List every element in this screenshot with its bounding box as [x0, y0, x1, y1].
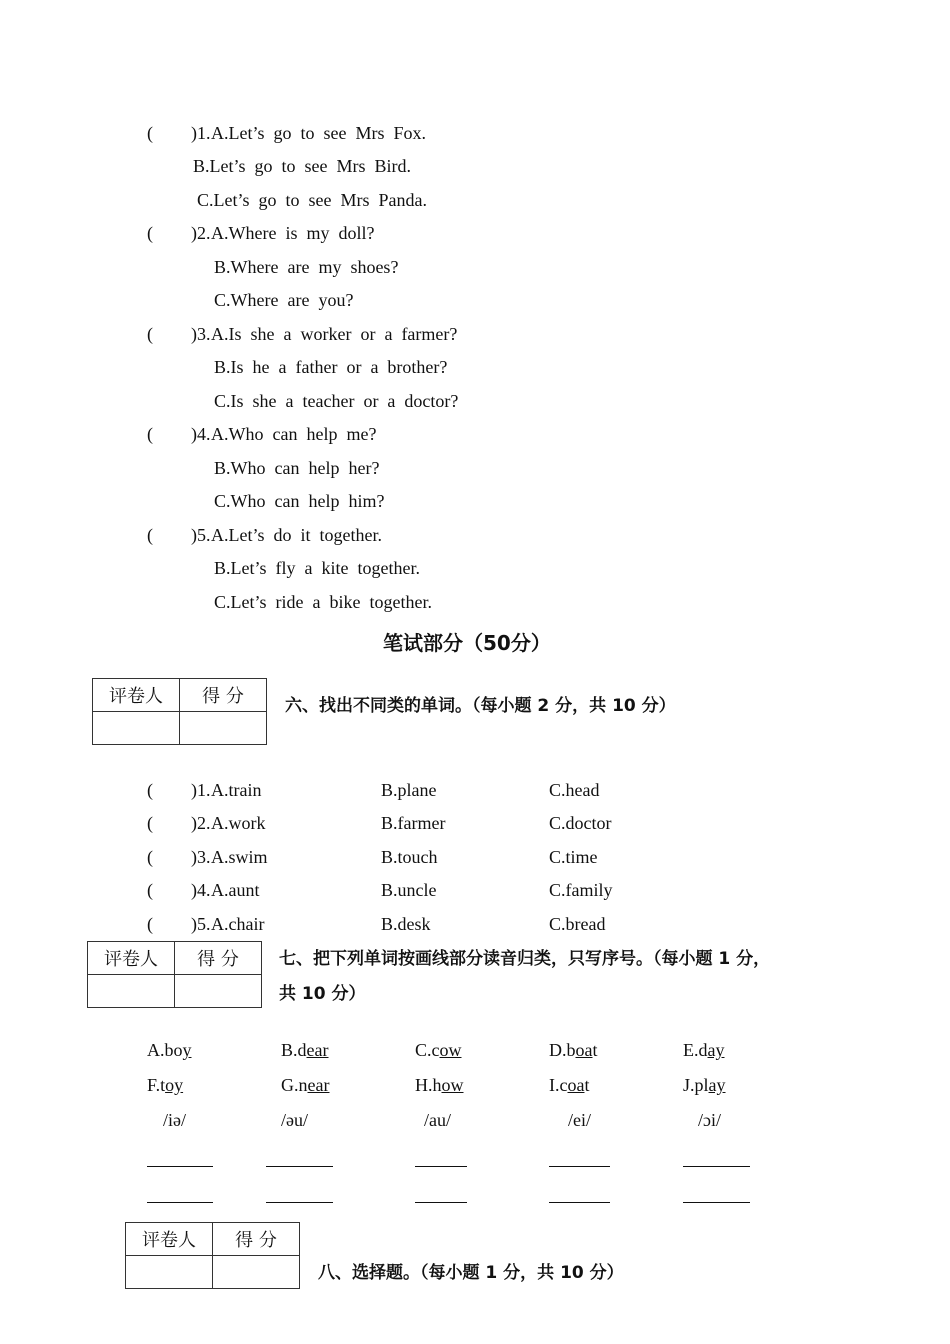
answer-blank[interactable] — [266, 1166, 333, 1167]
phonetic-label: /ei/ — [568, 1110, 591, 1130]
option-b: B.desk — [381, 914, 431, 934]
answer-paren: ( — [147, 525, 153, 545]
word-item: E.day — [683, 1040, 725, 1060]
question-number: )2. — [191, 813, 211, 833]
word-item: F.toy — [147, 1075, 184, 1095]
answer-paren: ( — [147, 914, 153, 934]
answer-blank[interactable] — [147, 1166, 213, 1167]
option-a: A.aunt — [211, 880, 260, 900]
word-item: D.boat — [549, 1040, 598, 1060]
section-6-title: 六、找出不同类的单词。（每小题 2 分，共 10 分） — [285, 696, 676, 716]
option-c: C.family — [549, 880, 613, 900]
option-b: B.farmer — [381, 813, 446, 833]
word-item: J.play — [683, 1075, 726, 1095]
option-c: C.Who can help him? — [214, 491, 385, 511]
score-cell[interactable] — [213, 1256, 300, 1289]
answer-paren: ( — [147, 223, 153, 243]
option-a: A.Let’s go to see Mrs Fox. — [211, 123, 426, 143]
answer-blank[interactable] — [415, 1202, 467, 1203]
section-7-title-line2: 共 10 分） — [279, 984, 366, 1004]
answer-blank[interactable] — [147, 1202, 213, 1203]
option-b: B.Let’s go to see Mrs Bird. — [193, 156, 411, 176]
option-a: A.Where is my doll? — [211, 223, 375, 243]
word-item: H.how — [415, 1075, 464, 1095]
option-b: B.Who can help her? — [214, 458, 380, 478]
score-box — [92, 678, 267, 745]
phonetic-label: /əu/ — [281, 1110, 308, 1130]
section-8-title: 八、选择题。（每小题 1 分，共 10 分） — [318, 1263, 624, 1283]
option-c: C.time — [549, 847, 598, 867]
answer-paren: ( — [147, 847, 153, 867]
option-a: A.swim — [211, 847, 268, 867]
answer-paren: ( — [147, 324, 153, 344]
option-c: C.Where are you? — [214, 290, 354, 310]
answer-paren: ( — [147, 424, 153, 444]
option-a: A.Who can help me? — [211, 424, 377, 444]
question-number: )3. — [191, 324, 211, 344]
option-b: B.plane — [381, 780, 437, 800]
phonetic-label: /au/ — [424, 1110, 451, 1130]
answer-paren: ( — [147, 880, 153, 900]
question-number: )3. — [191, 847, 211, 867]
option-b: B.uncle — [381, 880, 437, 900]
option-c: C.doctor — [549, 813, 612, 833]
question-number: )4. — [191, 880, 211, 900]
score-box — [125, 1222, 300, 1289]
option-a: A.work — [211, 813, 266, 833]
option-c: C.head — [549, 780, 600, 800]
word-item: G.near — [281, 1075, 330, 1095]
answer-paren: ( — [147, 813, 153, 833]
grader-cell[interactable] — [126, 1256, 213, 1289]
answer-paren: ( — [147, 123, 153, 143]
option-a: A.Let’s do it together. — [211, 525, 382, 545]
question-number: )1. — [191, 123, 211, 143]
question-number: )1. — [191, 780, 211, 800]
score-cell[interactable] — [180, 712, 267, 745]
score-cell[interactable] — [175, 975, 262, 1008]
answer-blank[interactable] — [549, 1202, 610, 1203]
score-label: 得 分 — [175, 942, 262, 975]
word-item: I.coat — [549, 1075, 590, 1095]
option-c: C.Let’s ride a bike together. — [214, 592, 432, 612]
option-a: A.chair — [211, 914, 265, 934]
question-number: )2. — [191, 223, 211, 243]
grader-label: 评卷人 — [88, 942, 175, 975]
grader-cell[interactable] — [93, 712, 180, 745]
word-item: A.boy — [147, 1040, 192, 1060]
option-a: A.train — [211, 780, 262, 800]
answer-blank[interactable] — [683, 1166, 750, 1167]
score-box — [87, 941, 262, 1008]
question-number: )5. — [191, 914, 211, 934]
option-c: C.bread — [549, 914, 606, 934]
option-b: B.touch — [381, 847, 438, 867]
grader-label: 评卷人 — [93, 679, 180, 712]
question-number: )4. — [191, 424, 211, 444]
phonetic-label: /ɔi/ — [698, 1110, 721, 1130]
option-b: B.Is he a father or a brother? — [214, 357, 448, 377]
written-part-title: 笔试部分（50分） — [383, 631, 551, 655]
answer-paren: ( — [147, 780, 153, 800]
grader-cell[interactable] — [88, 975, 175, 1008]
phonetic-label: /iə/ — [163, 1110, 186, 1130]
answer-blank[interactable] — [549, 1166, 610, 1167]
option-b: B.Let’s fly a kite together. — [214, 558, 420, 578]
option-b: B.Where are my shoes? — [214, 257, 399, 277]
score-label: 得 分 — [180, 679, 267, 712]
option-c: C.Is she a teacher or a doctor? — [214, 391, 459, 411]
answer-blank[interactable] — [683, 1202, 750, 1203]
option-a: A.Is she a worker or a farmer? — [211, 324, 458, 344]
answer-blank[interactable] — [415, 1166, 467, 1167]
option-c: C.Let’s go to see Mrs Panda. — [197, 190, 427, 210]
answer-blank[interactable] — [266, 1202, 333, 1203]
grader-label: 评卷人 — [126, 1223, 213, 1256]
word-item: C.cow — [415, 1040, 462, 1060]
section-7-title-line1: 七、把下列单词按画线部分读音归类，只写序号。（每小题 1 分， — [279, 949, 771, 969]
score-label: 得 分 — [213, 1223, 300, 1256]
question-number: )5. — [191, 525, 211, 545]
word-item: B.dear — [281, 1040, 329, 1060]
